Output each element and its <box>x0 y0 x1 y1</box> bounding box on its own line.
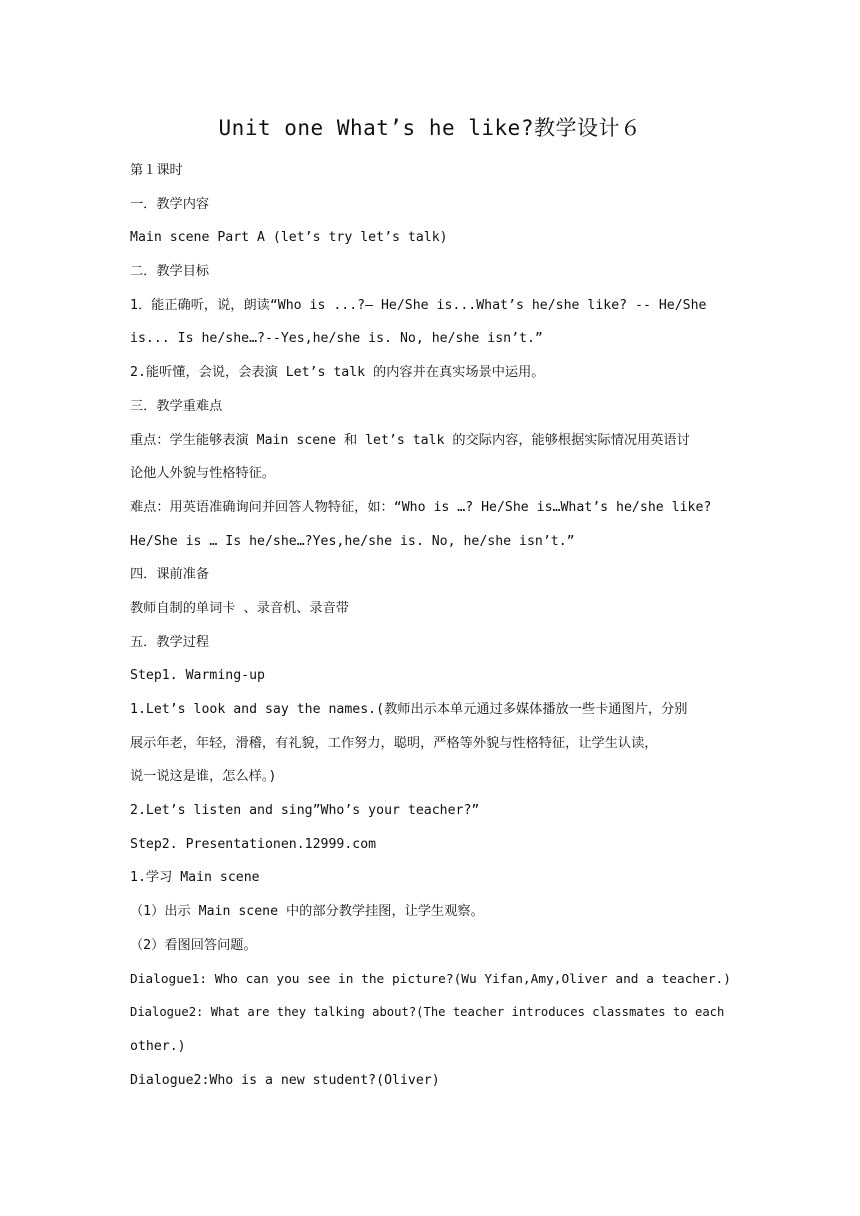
step-2-item-1: 1.学习 Main scene <box>130 870 260 886</box>
section-heading-process: 五．教学过程 <box>130 634 210 650</box>
document-body <box>130 154 731 1097</box>
step-1-item-1-line-1: 1.Let’s look and say the names.(教师出示本单元通过多媒体播放一些卡通图片，分别 <box>130 702 688 717</box>
goal-1-line-2: is... Is he/she…?--Yes,he/she is. No, he/she isn’t.” <box>130 331 543 347</box>
dialogue-2-line-2: other.) <box>130 1038 186 1054</box>
step-2-heading: Step2. Presentationen.12999.com <box>130 836 377 852</box>
dialogue-1: Dialogue1: Who can you see in the picture?(Wu Yifan,Amy,Oliver and a teacher.) <box>130 971 731 987</box>
section-heading-content: 一．教学内容 <box>130 196 210 212</box>
step-1-item-1-line-2: 展示年老，年轻，滑稽，有礼貌，工作努力，聪明，严格等外貌与性格特征，让学生认读， <box>130 735 658 751</box>
step-2-sub-1: （1）出示 Main scene 中的部分教学挂图，让学生观察。 <box>130 904 484 920</box>
dialogue-2-line-1: Dialogue2: What are they talking about?(The teacher introduces classmates to each <box>130 1005 725 1020</box>
step-1-item-2: 2.Let’s listen and sing”Who’s your teacher?” <box>130 803 480 819</box>
section-heading-goals: 二．教学目标 <box>130 264 210 280</box>
goal-2: 2.能听懂，会说，会表演 Let’s talk 的内容并在真实场景中运用。 <box>130 365 545 381</box>
lesson-period: 第１课时 <box>130 163 183 178</box>
difficulty-line-2: He/She is … Is he/she…?Yes,he/she is. No, he/she isn’t.” <box>130 533 575 549</box>
step-1-item-1-line-3: 说一说这是谁，怎么样。) <box>130 769 277 785</box>
step-2-sub-2: （2）看图回答问题。 <box>130 937 257 953</box>
document-title: Unit one What’s he like?教学设计６ <box>218 116 642 140</box>
keypoint-line-2: 论他人外貌与性格特征。 <box>130 466 276 482</box>
dialogue-3: Dialogue2:Who is a new student?(Oliver) <box>130 1072 440 1088</box>
difficulty-line-1: 难点：用英语准确询问并回答人物特征，如：“Who is …? He/She is…What’s he/she like? <box>130 499 712 515</box>
section-heading-preparation: 四．课前准备 <box>130 567 210 583</box>
content-text: Main scene Part A (let’s try let’s talk) <box>130 230 448 246</box>
goal-1-line-1: 1．能正确听，说，朗读“Who is ...?— He/She is...What’s he/she like? -- He/She <box>130 297 707 313</box>
keypoint-line-1: 重点：学生能够表演 Main scene 和 let’s talk 的交际内容，能够根据实际情况用英语讨 <box>130 432 690 448</box>
section-heading-keypoints: 三．教学重难点 <box>130 398 223 414</box>
step-1-heading: Step1. Warming-up <box>130 668 265 684</box>
preparation-text: 教师自制的单词卡 、录音机、录音带 <box>130 600 349 616</box>
